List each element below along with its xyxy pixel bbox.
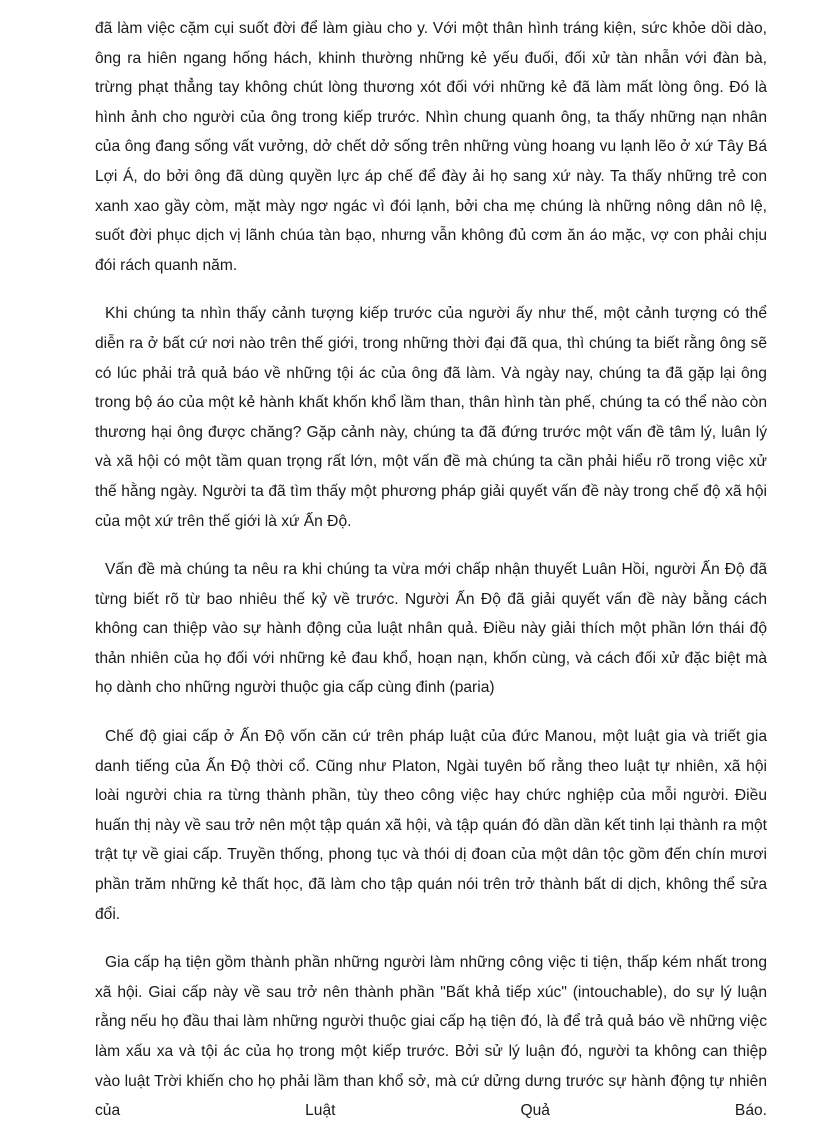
paragraph-5: Gia cấp hạ tiện gồm thành phần những người làm những công việc ti tiện, thấp kém nhất trong xã hội. Giai cấp này về sau trở nên thành phần "Bất khả tiếp xúc" (intouchable), do sự lý luận rằng nếu họ đầu thai làm những người thuộc giai cấp hạ tiện đó, là để trả quả báo về những việc làm xấu xa và tội ác của họ trong một kiếp trước. Bởi sử lý luận đó, người ta không can thiệp vào luật Trời khiến cho họ phải lầm than khổ sở, mà cứ dửng dưng trước sự hành động tự nhiên của Luật Quả Báo. <box>95 954 767 1120</box>
paragraph-3: Vấn đề mà chúng ta nêu ra khi chúng ta vừa mới chấp nhận thuyết Luân Hồi, người Ấn Độ đã từng biết rõ từ bao nhiêu thế kỷ về trước. Người Ấn Độ đã giải quyết vấn đề này bằng cách không can thiệp vào sự hành động của luật nhân quả. Điều này giải thích một phần lớn thái độ thản nhiên của họ đối với những kẻ đau khổ, hoạn nạn, khốn cùng, và cách đối xử đặc biệt mà họ dành cho những người thuộc gia cấp cùng đinh (paria) <box>95 561 767 697</box>
paragraph-1: đã làm việc cặm cụi suốt đời để làm giàu cho y. Với một thân hình tráng kiện, sức khỏe dồi dào, ông ra hiên ngang hống hách, khinh thường những kẻ yếu đuối, đối xử tàn nhẫn với đàn bà, trừng phạt thẳng tay không chút lòng thương xót đối với những kẻ đã làm mất lòng ông. Đó là hình ảnh cho người của ông trong kiếp trước. Nhìn chung quanh ông, ta thấy những nạn nhân của ông đang sống vất vưởng, dở chết dở sống trên những vùng hoang vu lạnh lẽo ở xứ Tây Bá Lợi Á, do bởi ông đã dùng quyền lực áp chế để đày ải họ sang xứ này. Ta thấy những trẻ con xanh xao gầy còm, mặt mày ngơ ngác vì đói lạnh, bởi cha mẹ chúng là những nông dân nô lệ, suốt đời phục dịch vị lãnh chúa tàn bạo, nhưng vẫn không đủ cơm ăn áo mặc, vợ con phải chịu đói rách quanh năm. <box>95 20 767 274</box>
paragraph-2: Khi chúng ta nhìn thấy cảnh tượng kiếp trước của người ấy như thế, một cảnh tượng có thể diễn ra ở bất cứ nơi nào trên thế giới, trong những thời đại đã qua, thì chúng ta biết rằng ông sẽ có lúc phải trả quả báo về những tội ác của ông đã làm. Và ngày nay, chúng ta đã gặp lại ông trong bộ áo của một kẻ hành khất khốn khổ lầm than, thân hình tàn phế, chúng ta có thể nào còn thương hại ông được chăng? Gặp cảnh này, chúng ta đã đứng trước một vấn đề tâm lý, luân lý và xã hội có một tầm quan trọng rất lớn, một vấn đề mà chúng ta cần phải hiểu rõ trong việc xử thế hằng ngày. Người ta đã tìm thấy một phương pháp giải quyết vấn đề này trong chế độ xã hội của một xứ trên thế giới là xứ Ấn Độ. <box>95 305 767 530</box>
document-page <box>95 14 767 1126</box>
paragraph-4: Chế độ giai cấp ở Ấn Độ vốn căn cứ trên pháp luật của đức Manou, một luật gia và triết gia danh tiếng của Ấn Độ thời cổ. Cũng như Platon, Ngài tuyên bố rằng theo luật tự nhiên, xã hội loài người chia ra từng thành phần, tùy theo công việc hay chức nghiệp của mỗi người. Điều huấn thị này về sau trở nên một tập quán xã hội, và tập quán đó dần dần kết tinh lại thành ra một trật tự về giai cấp. Truyền thống, phong tục và thói dị đoan của một dân tộc gồm đến chín mươi phần trăm những kẻ thất học, đã làm cho tập quán nói trên trở thành bất di dịch, không thể sửa đổi. <box>95 728 767 923</box>
